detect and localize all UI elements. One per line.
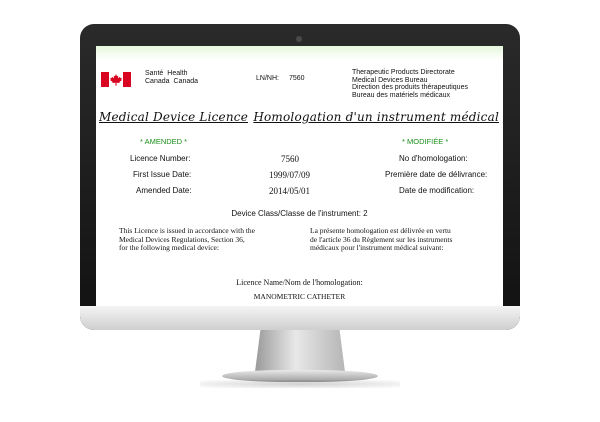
amended-date-value: 2014/05/01	[269, 186, 311, 196]
first-issue-value: 1999/07/09	[269, 170, 311, 180]
statement-line: La présente homologation est délivrée en vertu	[310, 226, 451, 235]
premiere-date-label: Première date de délivrance:	[385, 170, 488, 179]
agency-en-2: Canada	[173, 78, 199, 85]
agency-fr-2: Canada	[145, 78, 170, 85]
statement-line: for the following medical device:	[119, 243, 219, 252]
licence-number-label: Licence Number:	[130, 154, 191, 163]
amended-status: * AMENDED *	[140, 137, 188, 146]
statement-french	[310, 227, 452, 253]
agency-en: Health	[167, 70, 188, 77]
floor-shadow	[200, 380, 400, 388]
licence-number-value: 7560	[281, 154, 299, 164]
agency-fr: Santé	[145, 70, 164, 77]
lnnh-value: 7560	[288, 75, 305, 82]
device-class: Device Class/Classe de l'instrument: 2	[231, 209, 368, 218]
statement-line: de l'article 36 du Règlement sur les instruments	[310, 234, 453, 244]
amended-date-label: Amended Date:	[136, 186, 192, 195]
canada-flag-icon	[101, 72, 131, 87]
statement-line: Medical Devices Regulations, Section 36,	[119, 234, 245, 244]
licence-name-value: MANOMETRIC CATHETER	[253, 292, 346, 301]
date-modification-label: Date de modification:	[399, 186, 475, 195]
statement-line: médicaux pour l'instrument médical suivant:	[310, 243, 444, 252]
licence-name-label: Licence Name/Nom de l'homologation:	[236, 278, 363, 287]
directorate-line: Therapeutic Products Directorate	[352, 69, 455, 76]
modifiee-status: * MODIFIÉE *	[402, 137, 449, 146]
statement-english	[119, 227, 255, 253]
title-french: Homologation d'un instrument médical	[253, 110, 499, 124]
statement-line: This Licence is issued in accordance with the	[119, 226, 255, 235]
monitor-screen	[96, 46, 503, 306]
directorate-block	[352, 69, 468, 99]
screen-top-band	[96, 46, 503, 60]
lnnh-number	[256, 75, 305, 82]
no-homologation-label: No d'homologation:	[399, 154, 468, 163]
directorate-line: Medical Devices Bureau	[352, 76, 428, 84]
monitor-stand-neck	[255, 330, 345, 372]
directorate-line: Bureau des matériels médicaux	[352, 91, 451, 99]
title-english: Medical Device Licence	[99, 110, 248, 124]
monitor-chin	[80, 306, 520, 330]
webcam-icon	[296, 36, 302, 42]
first-issue-label: First Issue Date:	[133, 170, 192, 179]
lnnh-label: LN/NH:	[256, 75, 279, 82]
directorate-line: Direction des produits thérapeutiques	[352, 84, 468, 91]
agency-name	[145, 70, 202, 86]
